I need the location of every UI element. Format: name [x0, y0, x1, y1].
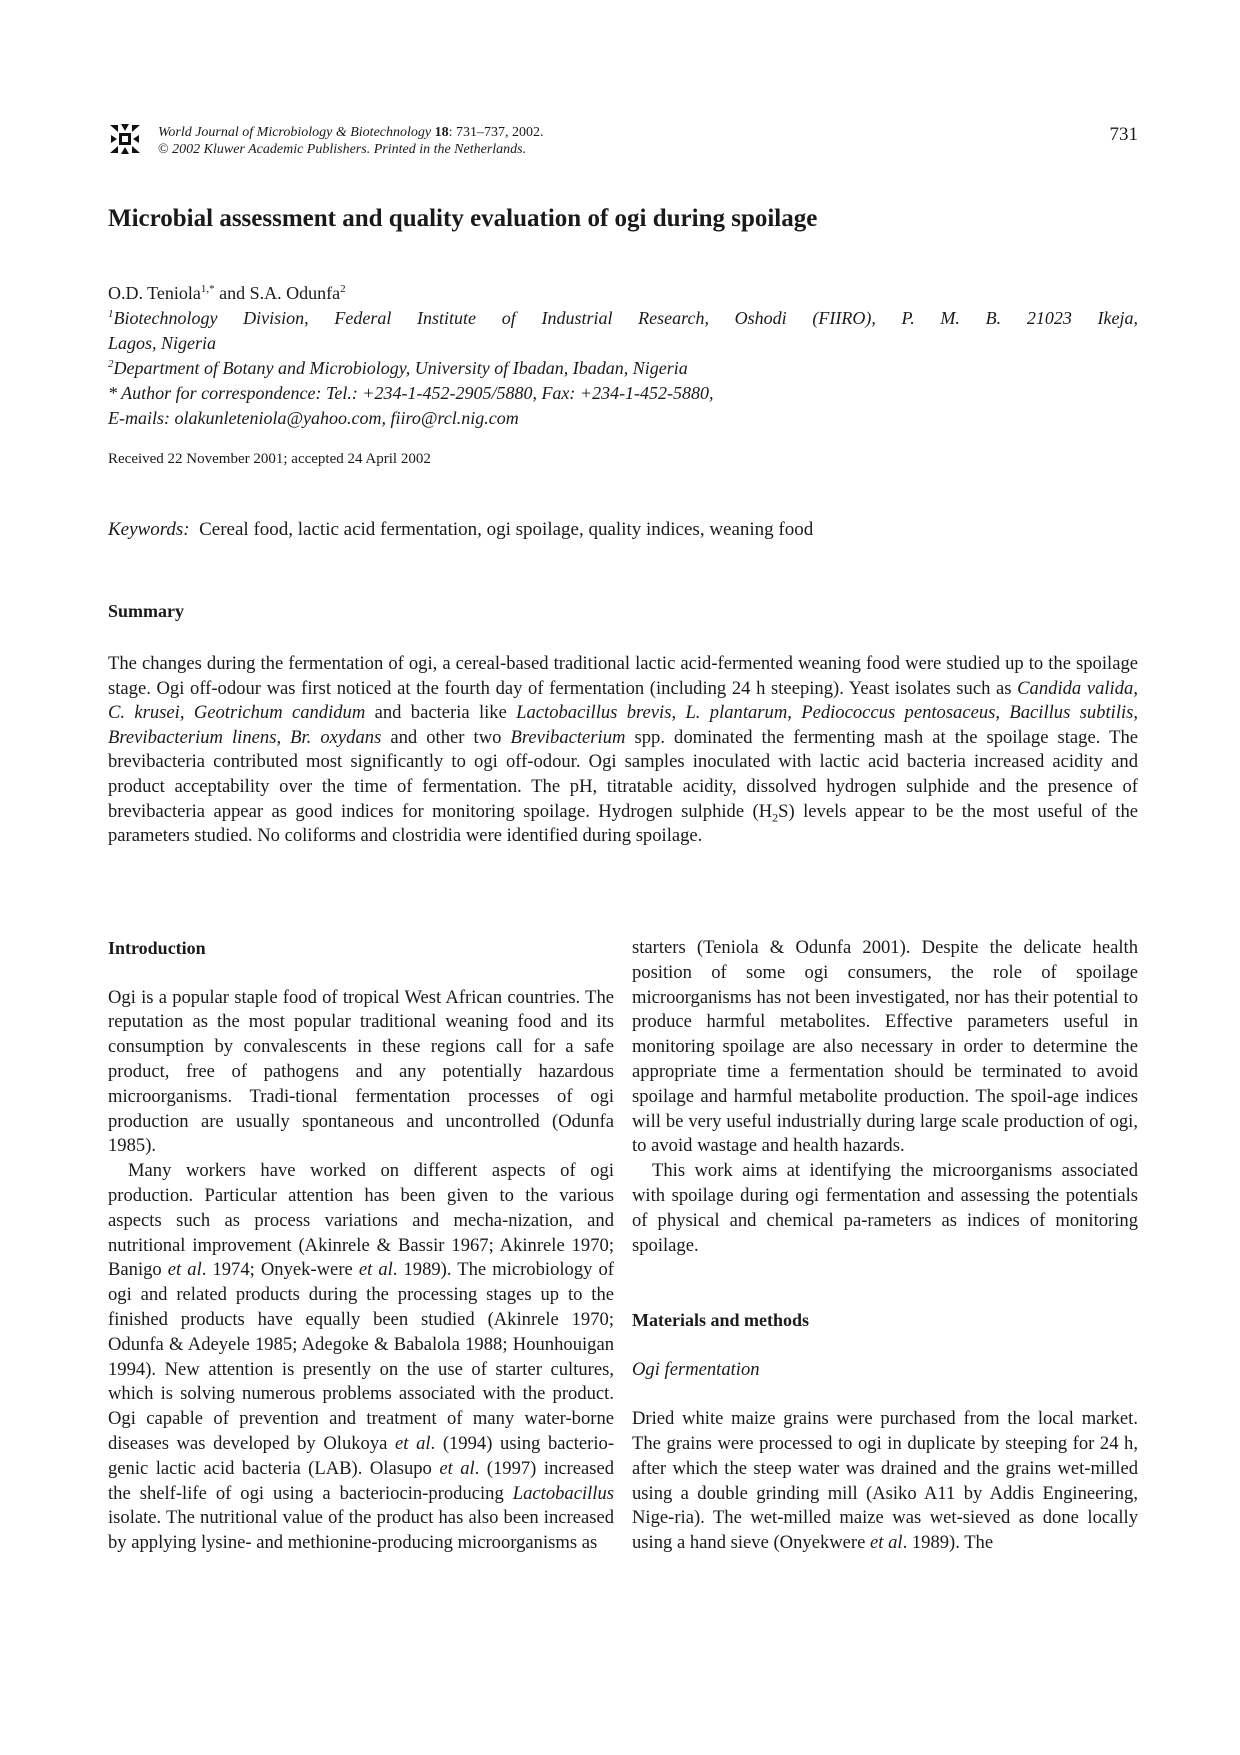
species-name: Candida valida	[1017, 677, 1134, 699]
species-name: Br. oxydans	[290, 726, 382, 748]
author-name: O.D. Teniola	[108, 283, 201, 303]
author-affiliation-mark: 2	[340, 283, 346, 295]
article-title: Microbial assessment and quality evaluation of ogi during spoilage	[108, 205, 818, 232]
introduction-paragraph-4: This work aims at identifying the microorganisms associated with spoilage during ogi fermentation and assessing the potentials of physical and chemical pa-rameters as indices of monitoring spoilage.	[632, 1160, 1138, 1256]
summary-segment: ,	[1133, 702, 1139, 724]
subscript: 2	[772, 810, 779, 825]
summary-heading: Summary	[108, 601, 184, 621]
species-name: L. plantarum	[685, 702, 788, 724]
text-segment: Dried white maize grains were purchased from the local market. The grains were processed to ogi in duplicate by steeping for 24 h, after which the steep water was drained and the grains wet-milled using a double grinding mill (Asiko A11 by Addis Engineering, Nige-ria). The wet-milled maize was wet-sieved as done locally using a hand sieve (Onyekwere	[632, 1408, 1138, 1554]
text-segment: . (1997) increased the shelf-life of ogi using a bacteriocin-producing	[108, 1457, 615, 1504]
summary-segment: ,	[787, 702, 802, 724]
affiliation-1-continued: Lagos, Nigeria	[108, 333, 217, 353]
introduction-paragraph-3: starters (Teniola & Odunfa 2001). Despite the delicate health position of some ogi consumers, the role of spoilage microorganisms has not been investigated, nor has their potential to produce harmful metabolites. Effective parameters useful in monitoring spoilage are also necessary in order to determine the appropriate time a fermentation should be terminated to avoid spoilage and harmful metabolite production. The spoil-age indices will be very useful industrially during large scale production of ogi, to avoid wastage and health hazards.	[632, 937, 1138, 1157]
summary-segment: ,	[179, 702, 194, 724]
journal-pages: : 731–737, 2002.	[448, 125, 544, 140]
journal-name: World Journal of Microbiology & Biotechnology	[158, 125, 432, 140]
text-segment: . 1989). The microbiology of ogi and related products during the processing stages up to the finished products have equally been studied (Akinrele 1970; Odunfa & Adeyele 1985; Adegoke & Babalola 1988; Hounhouigan 1994). New attention is presently on the use of starter cultures, which is solving numerous problems associated with the product. Ogi capable of prevention and treatment of many water-borne diseases was developed by Olukoya	[108, 1259, 614, 1454]
text-segment: . (1994) using bacterio-genic lactic acid bacteria (LAB). Olasupo	[108, 1432, 615, 1479]
journal-citation	[158, 124, 544, 158]
keywords-label: Keywords:	[108, 519, 190, 540]
summary-segment: and bacteria like	[365, 702, 517, 724]
introduction-paragraph-2	[108, 1159, 614, 1556]
et-al: et al	[870, 1532, 903, 1554]
publisher-logo-icon	[108, 122, 142, 156]
correspondence-line: * Author for correspondence: Tel.: +234-1-452-2905/5880, Fax: +234-1-452-5880,	[108, 383, 714, 403]
author-name: S.A. Odunfa	[249, 283, 341, 303]
email-line: E-mails: olakunleteniola@yahoo.com, fiiro@rcl.nig.com	[108, 408, 519, 428]
et-al: et al	[395, 1432, 431, 1454]
right-column	[632, 936, 1138, 1556]
species-name: Pediococcus pentosaceus	[801, 702, 996, 724]
text-segment: isolate. The nutritional value of the product has also been increased by applying lysine- and methionine-producing microorganisms as	[108, 1507, 614, 1554]
species-name: Brevibacterium	[510, 726, 626, 748]
author-list	[108, 281, 1138, 306]
keywords-text: Cereal food, lactic acid fermentation, ogi spoilage, quality indices, weaning food	[199, 519, 814, 540]
summary-segment: and other two	[381, 726, 511, 748]
author-block	[108, 281, 1138, 431]
methods-subheading: Ogi fermentation	[632, 1358, 760, 1380]
affiliation-2	[108, 356, 1138, 381]
text-segment: Many workers have worked on different aspects of ogi production. Particular attention has been given to the various aspects such as process variations and mecha-nization, and nutritional improvement (Akinrele & Bassir 1967; Akinrele 1970; Banigo	[108, 1160, 614, 1281]
et-al: et al	[358, 1259, 393, 1281]
text-segment: . 1989). The	[902, 1532, 994, 1554]
page-header	[108, 120, 1138, 160]
species-name: Geotrichum candidum	[193, 702, 366, 724]
summary-segment: S) levels appear to be the most useful of the parameters studied. No coliforms and clostridia were identified during spoilage.	[108, 800, 1138, 847]
affiliation-text: Biotechnology Division, Federal Institute of Industrial Research, Oshodi (FIIRO), P. M. B. 21023 Ikeja,	[113, 308, 1138, 328]
received-date: Received 22 November 2001; accepted 24 April 2002	[108, 451, 431, 467]
species-name: Lactobacillus brevis	[516, 702, 672, 724]
methods-heading: Materials and methods	[632, 1309, 809, 1330]
copyright-symbol: ©	[158, 142, 169, 157]
species-name: Brevibacterium linens	[108, 726, 277, 748]
author-conjunction: and	[214, 283, 250, 303]
text-segment: . 1974; Onyek-were	[201, 1259, 359, 1281]
genus-name: Lactobacillus	[512, 1482, 614, 1504]
summary-segment: ,	[276, 726, 291, 748]
author-affiliation-mark: 1,*	[200, 283, 215, 295]
introduction-heading: Introduction	[108, 938, 206, 958]
page-number: 731	[1109, 124, 1138, 145]
summary-text	[108, 652, 1138, 849]
summary-segment: spp. dominated the fermenting mash at the spoilage stage. The brevibacteria contributed most significantly to ogi off-odour. Ogi samples inoculated with lactic acid bacteria increased acidity and product acceptability over the time of fermentation. The pH, titratable acidity, dissolved hydrogen sulphide and the presence of brevibacteria appear as good indices for monitoring spoilage. Hydrogen sulphide (H	[108, 726, 1138, 822]
summary-segment: The changes during the fermentation of ogi, a cereal-based traditional lactic acid-fermented weaning food were studied up to the spoilage stage. Ogi off-odour was first noticed at the fourth day of fermentation (including 24 h steeping). Yeast isolates such as	[108, 653, 1138, 699]
affiliation-mark: 1	[108, 308, 114, 320]
copyright-text: 2002 Kluwer Academic Publishers. Printed in the Netherlands.	[172, 142, 527, 157]
introduction-paragraph-1: Ogi is a popular staple food of tropical West African countries. The reputation as the most popular traditional weaning food and its consumption by convalescents in these regions call for a safe product, free of pathogens and any potentially hazardous microorganisms. Tradi-tional fermentation processes of ogi production are usually spontaneous and uncontrolled (Odunfa 1985).	[108, 986, 614, 1157]
left-column	[108, 936, 614, 1556]
affiliation-1	[108, 306, 1138, 331]
affiliation-text: Department of Botany and Microbiology, University of Ibadan, Ibadan, Nigeria	[113, 358, 688, 378]
journal-volume: 18	[434, 125, 449, 140]
species-name: Bacillus subtilis	[1009, 702, 1134, 724]
summary-segment: ,	[1133, 677, 1138, 699]
keywords	[108, 519, 813, 541]
summary-segment: ,	[671, 702, 686, 724]
summary-segment: ,	[995, 702, 1010, 724]
methods-paragraph-1	[632, 1407, 1138, 1556]
species-name: C. krusei	[108, 702, 180, 724]
et-al: et al	[167, 1259, 202, 1281]
affiliation-mark: 2	[108, 358, 114, 370]
et-al: et al	[439, 1457, 475, 1479]
